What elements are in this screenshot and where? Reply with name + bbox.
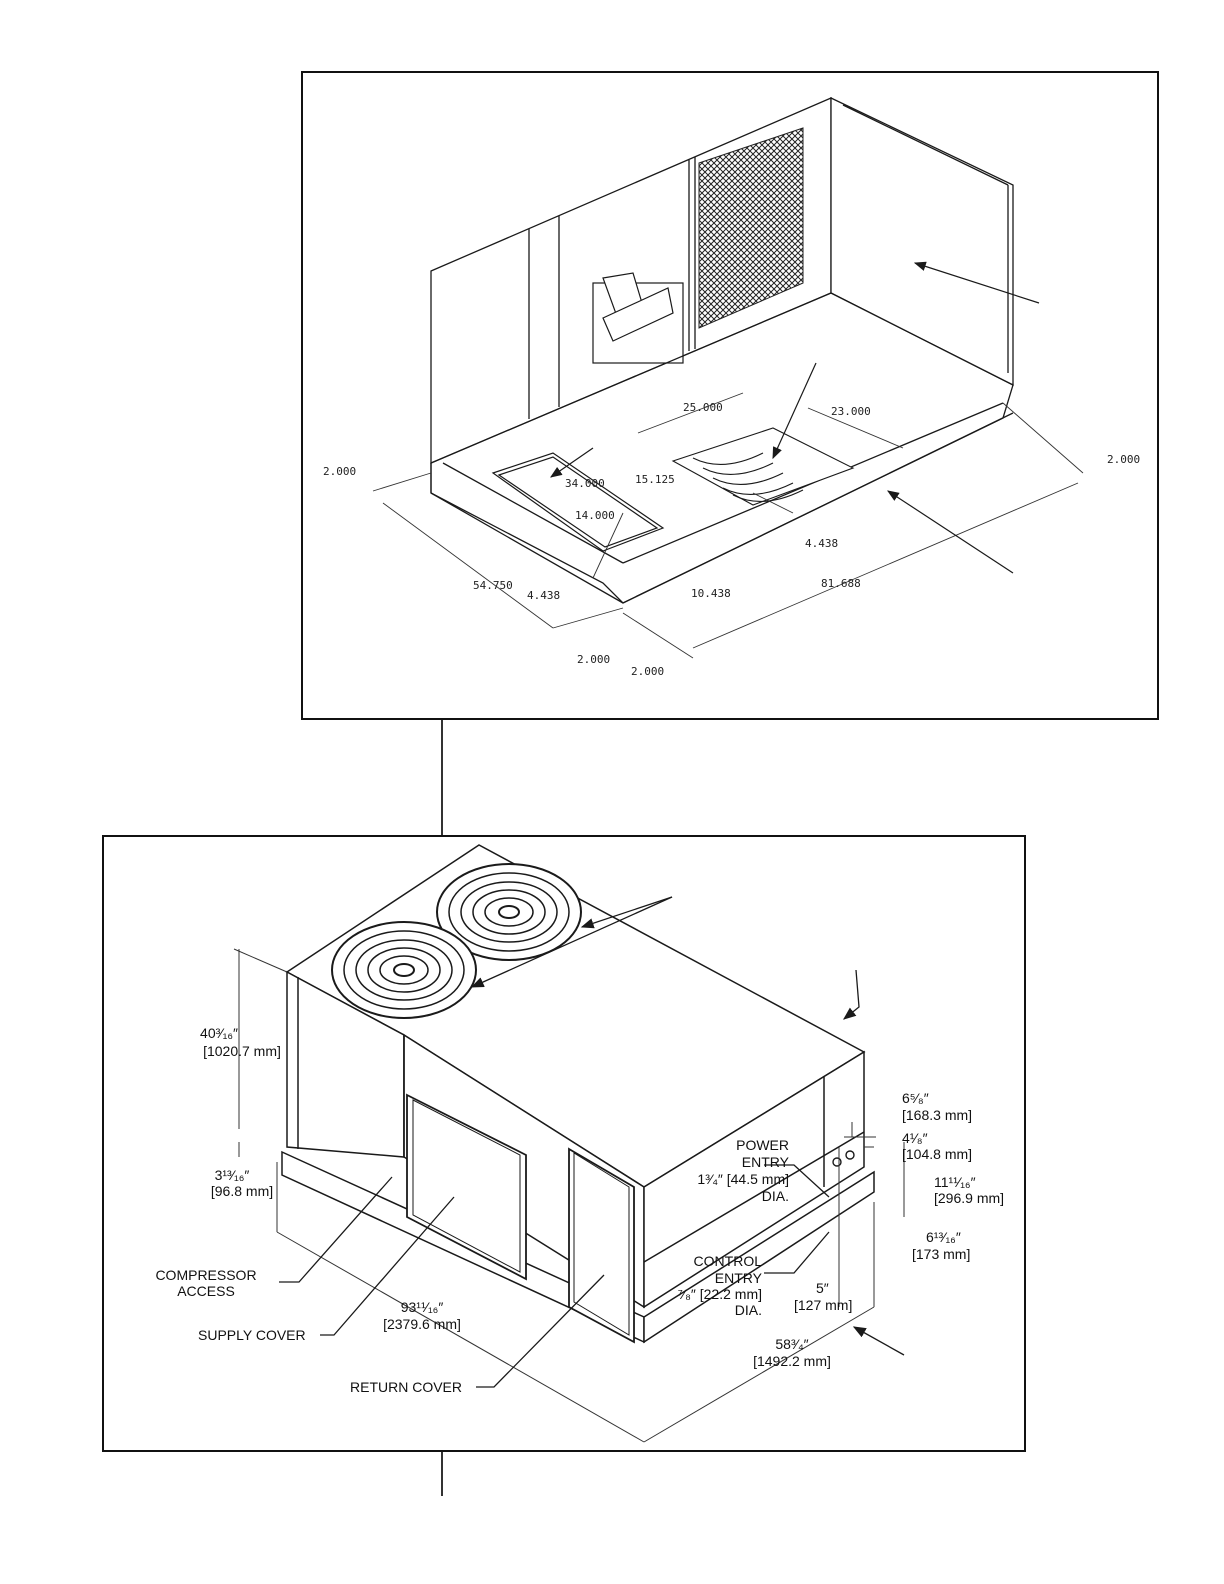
control-entry-line2: ENTRY	[714, 1270, 762, 1286]
dim-label-top-4: 2.000	[1107, 453, 1141, 466]
connector-line-top	[441, 720, 443, 835]
dim-label-top-5: 34.000	[565, 477, 605, 490]
dim-4-1-8-mm: [104.8 mm]	[902, 1146, 973, 1162]
supply-cover-label: SUPPLY COVER	[198, 1327, 306, 1343]
dim-label-top-1: 25.000	[683, 401, 723, 414]
base-pan-drawing	[303, 73, 1157, 718]
base-dim-frac: 3¹³⁄₁₆″	[214, 1167, 250, 1183]
height-dim-mm: [1020.7 mm]	[203, 1043, 281, 1059]
dim-label-top-7: 14.000	[575, 509, 615, 522]
power-entry-line4: DIA.	[761, 1188, 789, 1204]
dim-label-top-12: 81.688	[821, 577, 861, 590]
return-cover-label: RETURN COVER	[350, 1379, 463, 1395]
dim-label-top-13: 2.000	[577, 653, 611, 666]
dim-5-frac: 5″	[816, 1280, 829, 1296]
compressor-access-label-line2: ACCESS	[177, 1283, 235, 1299]
power-entry-hole	[846, 1151, 854, 1159]
dim-label-top-3: 2.000	[323, 465, 357, 478]
base-dim-mm: [96.8 mm]	[210, 1183, 274, 1199]
return-opening	[493, 453, 663, 551]
length-dim-mm: [2379.6 mm]	[383, 1316, 461, 1332]
power-entry-line2: ENTRY	[741, 1154, 789, 1170]
dim-4-1-8-frac: 4¹⁄₈″	[902, 1130, 928, 1146]
power-entry-line1: POWER	[736, 1137, 789, 1153]
supply-opening	[673, 428, 853, 505]
dim-6-5-8-mm: [168.3 mm]	[902, 1107, 973, 1123]
control-entry-line1: CONTROL	[693, 1253, 762, 1269]
dim-11-11-16-mm: [296.9 mm]	[934, 1190, 1005, 1206]
unit-dimensions-panel	[102, 835, 1026, 1452]
width-dim-mm: [1492.2 mm]	[753, 1353, 831, 1369]
dim-label-top-10: 4.438	[527, 589, 561, 602]
dim-6-13-16-mm: [173 mm]	[912, 1246, 971, 1262]
width-dim-frac: 58³⁄₄″	[775, 1336, 809, 1352]
base-pan-drawing-panel	[301, 71, 1159, 720]
dim-6-5-8-frac: 6⁵⁄₈″	[902, 1090, 929, 1106]
connector-line-bottom	[441, 1452, 443, 1496]
dim-label-top-14: 2.000	[631, 665, 665, 678]
control-entry-line3: ⁷⁄₈″ [22.2 mm]	[677, 1286, 762, 1302]
dim-label-top-9: 54.750	[473, 579, 513, 592]
power-entry-line3: 1³⁄₄″ [44.5 mm]	[697, 1171, 789, 1187]
compressor-access-label-line1: COMPRESSOR	[155, 1267, 257, 1283]
height-dim-frac: 40³⁄₁₆″	[200, 1025, 238, 1041]
dim-5-mm: [127 mm]	[794, 1297, 853, 1313]
dim-label-top-8: 4.438	[805, 537, 839, 550]
length-dim-frac: 93¹¹⁄₁₆″	[400, 1299, 444, 1315]
dim-label-top-11: 10.438	[691, 587, 731, 600]
blower-assembly	[593, 273, 683, 363]
unit-exterior-drawing	[104, 837, 1024, 1450]
dim-6-13-16-frac: 6¹³⁄₁₆″	[926, 1229, 961, 1245]
control-entry-line4: DIA.	[734, 1302, 762, 1318]
control-entry-hole	[833, 1158, 841, 1166]
dim-label-top-6: 15.125	[635, 473, 675, 486]
dim-label-top-2: 23.000	[831, 405, 871, 418]
dim-11-11-16-frac: 11¹¹⁄₁₆″	[934, 1174, 976, 1190]
